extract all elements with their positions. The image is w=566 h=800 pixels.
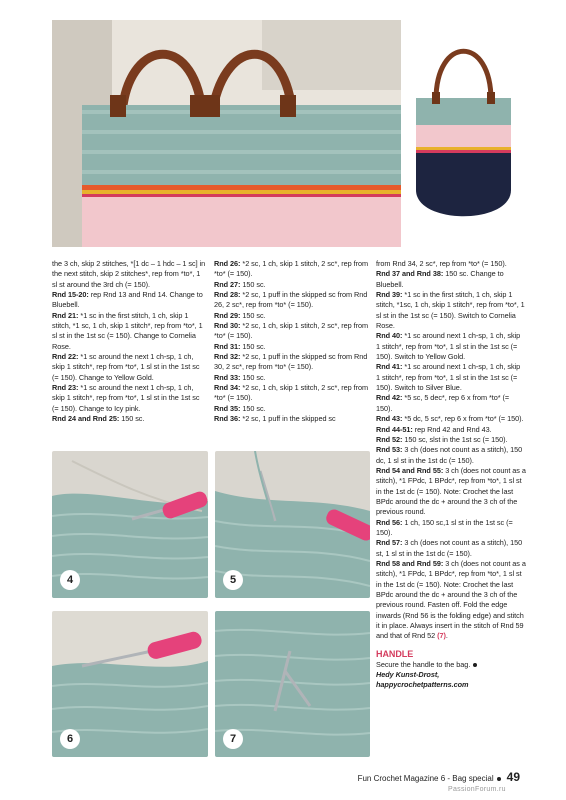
instruction-para: Rnd 33: 150 sc. [214,372,266,382]
instructions-column-2 [214,259,369,425]
instruction-para: Rnd 36: *2 sc, 1 puff in the skipped sc [214,414,336,424]
step-photo-5 [215,451,370,598]
author-name: Hedy Kunst-Drost, [376,670,440,680]
instruction-para: Rnd 21: *1 sc in the first stitch, 1 ch, skip 1 stitch, *1 sc, 1 ch, skip 1 stitch*, rep from *to*, 1 sl st in the 1st sc (= 150). Change to Cornelia Rose. [52,310,203,351]
section-heading-handle: HANDLE [376,648,414,659]
step-number-badge: 6 [60,729,80,749]
instruction-para: Rnd 43: *5 dc, 5 sc*, rep 6 x from *to* (= 150). [376,414,524,424]
hero-bag-illustration [52,20,401,247]
instruction-para: Rnd 54 and Rnd 55: 3 ch (does not count as a stitch), *1 FPdc, 1 BPdc*, rep from *to*, 1 sl st in the 1st dc (= 150). Note: Crochet the last BPdc around the dc + around the 3 ch of the previous round. [376,465,526,517]
step-number-badge: 7 [223,729,243,749]
separator-dot-icon [497,777,501,781]
step-photo-6 [52,611,208,757]
step-photo-4 [52,451,208,598]
hero-bag-photo [52,20,401,247]
watermark: PassionForum.ru [448,786,506,793]
instruction-para: Rnd 41: *1 sc around next 1 ch-sp, 1 ch, skip 1 stitch*, rep from *to*, 1 sl st in the 1st sc (= 150). Switch to Silver Blue. [376,362,521,393]
instruction-para: Rnd 15-20: rep Rnd 13 and Rnd 14. Change to Bluebell. [52,290,203,310]
step-photo-7 [215,611,370,757]
instruction-para: Rnd 29: 150 sc. [214,310,266,320]
instruction-para: Rnd 27: 150 sc. [214,279,266,289]
instruction-para: Rnd 52: 150 sc, slst in the 1st sc (= 150). [376,434,508,444]
instruction-para: Rnd 28: *2 sc, 1 puff in the skipped sc from Rnd 26, 2 sc*, rep from *to* (= 150). [214,290,368,310]
instruction-para: Rnd 34: *2 sc, 1 ch, skip 1 stitch, 2 sc*, rep from *to* (= 150). [214,383,368,403]
author-website: happycrochetpatterns.com [376,680,469,690]
instruction-para: Rnd 57: 3 ch (does not count as a stitch), 150 st, 1 sl st in the 1st dc (= 150). [376,538,523,558]
magazine-title: Fun Crochet Magazine 6 - Bag special [357,774,494,783]
handle-text: Secure the handle to the bag. [376,660,526,670]
instructions-column-3 [376,259,526,691]
instruction-para: Rnd 53: 3 ch (does not count as a stitch), 150 dc, 1 sl st in the 1st dc (= 150). [376,445,523,465]
instruction-para: Rnd 37 and Rnd 38: 150 sc. Change to Bluebell. [376,269,504,289]
page-number: 49 [506,770,520,784]
photo-reference: (7) [437,631,446,641]
instruction-para: Rnd 35: 150 sc. [214,403,266,413]
instruction-para: the 3 ch, skip 2 stitches, *[1 dc – 1 hdc – 1 sc] in the next stitch, skip 2 stitches*, rep from *to*, 1 sl st around the 3rd ch (= 150). [52,259,206,289]
step-number-badge: 4 [60,570,80,590]
end-bullet-icon [473,663,477,667]
instruction-para: Rnd 44-51: rep Rnd 42 and Rnd 43. [376,424,492,434]
instruction-para: Rnd 24 and Rnd 25: 150 sc. [52,414,145,424]
finished-bag-photo [408,30,519,241]
instruction-para: Rnd 40: *1 sc around next 1 ch-sp, 1 ch, skip 1 stitch*, rep from *to*, 1 sl st in the 1st sc (= 150). Switch to Yellow Gold. [376,331,521,362]
instruction-para: Rnd 31: 150 sc. [214,341,266,351]
instruction-para: Rnd 39: *1 sc in the first stitch, 1 ch, skip 1 stitch, *1sc, 1 ch, skip 1 stitch*, rep from *to*, 1 sl st in the 1st sc (= 150). Switch to Cornelia Rose. [376,290,525,331]
instruction-para: Rnd 56: 1 ch, 150 sc,1 sl st in the 1st sc (= 150). [376,517,513,537]
instruction-para: Rnd 58 and Rnd 59: 3 ch (does not count as a stitch), *1 FPdc, 1 BPdc*, rep from *to*, 1 sl st in the 1st dc (= 150). Note: Crochet the last BPdc around the dc + around the 3 ch of the previous round. Fasten off. Fold the edge inwards (Rnd 56 is the folding edge) and stitch it in place. Always insert in the stitch of Rnd 59 and that of Rnd 52 (7). [376,558,526,641]
page-footer [340,771,520,785]
instruction-para: Rnd 23: *1 sc around the next 1 ch-sp, 1 ch, skip 1 stitch*, rep from *to*, 1 sl st in the 1st sc (= 150). Change to Icy pink. [52,383,200,413]
instruction-para: Rnd 42: *5 sc, 5 dec*, rep 6 x from *to* (= 150). [376,393,510,413]
step-number-badge: 5 [223,570,243,590]
instruction-para: Rnd 26: *2 sc, 1 ch, skip 1 stitch, 2 sc*, rep from *to* (= 150). [214,259,368,279]
instruction-para: from Rnd 34, 2 sc*, rep from *to* (= 150). [376,259,507,268]
instructions-column-1 [52,259,207,425]
instruction-para: Rnd 32: *2 sc, 1 puff in the skipped sc from Rnd 30, 2 sc*, rep from *to* (= 150). [214,352,368,372]
instruction-para: Rnd 30: *2 sc, 1 ch, skip 1 stitch, 2 sc*, rep from *to* (= 150). [214,321,368,341]
instruction-para: Rnd 22: *1 sc around the next 1 ch-sp, 1 ch, skip 1 stitch*, rep from *to*, 1 sl st in the 1st sc (= 150). Change to Yellow Gold. [52,352,200,382]
finished-bag-illustration [408,30,519,241]
